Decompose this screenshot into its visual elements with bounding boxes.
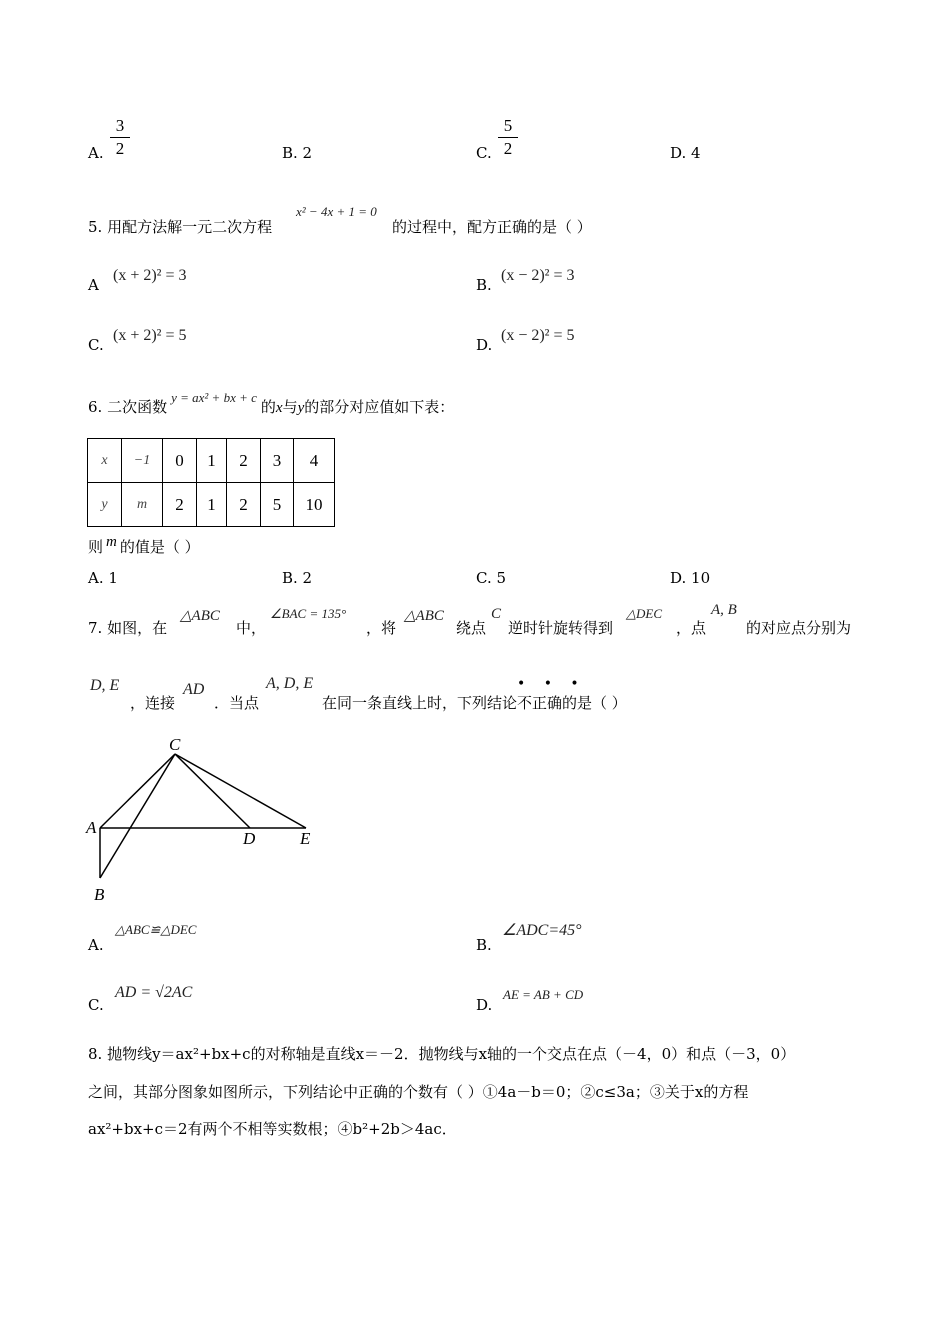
q6-question bbox=[88, 536, 200, 557]
q6-suffix-3: 的部分对应值如下表： bbox=[304, 398, 455, 416]
q7-math-angle: ∠BAC = 135° bbox=[270, 606, 347, 621]
q6-suffix-2: 与 bbox=[282, 398, 298, 416]
q8-line-1: 8. 抛物线y＝ax²+bx+c的对称轴是直线x＝－2．抛物线与x轴的一个交点在点（－4，0）和点（－3，0） bbox=[88, 1045, 796, 1063]
q5-stem-prefix: 5. 用配方法解一元二次方程 bbox=[88, 218, 273, 236]
table-cell: 10 bbox=[294, 483, 335, 527]
table-row-x bbox=[88, 439, 335, 483]
label-e: E bbox=[300, 829, 311, 848]
q7-option-c-label: C. bbox=[88, 996, 104, 1014]
segment-cd bbox=[175, 754, 250, 828]
q7-math-ab: A, B bbox=[711, 602, 737, 618]
q7-emphasis-not-correct: 不正确 bbox=[517, 694, 563, 712]
fraction-bar bbox=[498, 137, 518, 138]
q4-option-b: B. 2 bbox=[282, 144, 313, 162]
table-cell: x bbox=[88, 439, 122, 483]
numerator: 3 bbox=[115, 116, 125, 135]
table-cell: 2 bbox=[227, 439, 261, 483]
table-cell: y bbox=[88, 483, 122, 527]
q7-math-ade: A, D, E bbox=[266, 675, 314, 692]
q7-stem-t6: ，点 bbox=[676, 619, 707, 637]
q5-option-c-label: C. bbox=[88, 336, 104, 354]
table-cell: 0 bbox=[163, 439, 197, 483]
q5-option-d-label: D. bbox=[476, 336, 493, 354]
fraction-bar bbox=[110, 137, 130, 138]
q6-value-table bbox=[87, 438, 335, 527]
q6-var-x: x bbox=[275, 400, 283, 416]
q7-stem-t8: ，连接 bbox=[130, 694, 176, 712]
label-a: A bbox=[86, 818, 97, 837]
q7-option-a-label: A. bbox=[88, 936, 104, 954]
q6-var-y: y bbox=[297, 400, 305, 416]
q6-question-post: 的值是（ ） bbox=[119, 538, 200, 556]
table-cell: 1 bbox=[197, 439, 227, 483]
q7-option-c-expr: AD = √2AC bbox=[115, 984, 193, 1001]
q7-stem-t10-text: 在同一条直线上时，下列结论 bbox=[322, 694, 518, 712]
q7-option-d-label: D. bbox=[476, 996, 493, 1014]
segment-ce bbox=[175, 754, 306, 828]
q7-math-dec: △DEC bbox=[626, 606, 662, 621]
q8-line-3: ax²+bx+c＝2有两个不相等实数根；④b²+2b＞4ac． bbox=[88, 1120, 457, 1138]
q7-math-abc: △ABC bbox=[180, 608, 220, 624]
denominator: 2 bbox=[503, 139, 513, 158]
table-cell: 4 bbox=[294, 439, 335, 483]
q5-option-b-label: B. bbox=[476, 276, 492, 294]
q6-option-d: D. 10 bbox=[670, 569, 711, 587]
numerator: 5 bbox=[503, 116, 513, 135]
q4-option-d: D. 4 bbox=[670, 144, 701, 162]
table-cell: 3 bbox=[261, 439, 294, 483]
q6-option-a: A. 1 bbox=[88, 569, 118, 587]
q5-option-a-label: A bbox=[88, 276, 99, 294]
q4-option-c-fraction bbox=[498, 116, 518, 159]
table-cell: 2 bbox=[227, 483, 261, 527]
q7-option-a-expr: △ABC≌△DEC bbox=[115, 922, 197, 937]
q6-stem bbox=[88, 390, 455, 417]
table-cell: 2 bbox=[163, 483, 197, 527]
q6-question-var: m bbox=[106, 534, 117, 550]
q5-equation: x² − 4x + 1 = 0 bbox=[296, 204, 377, 219]
q7-stem-t4: 绕点 bbox=[456, 619, 487, 637]
table-row-y bbox=[88, 483, 335, 527]
q5-option-b-expr: (x − 2)² = 3 bbox=[501, 267, 575, 284]
q6-function: y = ax² + bx + c bbox=[171, 390, 257, 405]
q7-stem-t12: 的是（ ） bbox=[562, 694, 627, 712]
table-cell: 5 bbox=[261, 483, 294, 527]
label-b: B bbox=[94, 885, 105, 904]
q6-question-pre: 则 bbox=[88, 538, 104, 556]
q8-line-2: 之间，其部分图象如图所示，下列结论中正确的个数有（ ）①4a－b＝0；②c≤3a；③关于x的方程 bbox=[88, 1083, 749, 1101]
q7-option-b-expr: ∠ADC=45° bbox=[502, 922, 582, 939]
q4-option-c-label: C. bbox=[476, 144, 492, 162]
q7-stem-t1: 7. 如图，在 bbox=[88, 619, 168, 637]
q7-stem-t3: ，将 bbox=[366, 619, 397, 637]
q5-stem-suffix: 的过程中，配方正确的是（ ） bbox=[392, 218, 592, 236]
table-cell: 1 bbox=[197, 483, 227, 527]
q6-option-c: C. 5 bbox=[476, 569, 507, 587]
q5-option-a-expr: (x + 2)² = 3 bbox=[113, 267, 187, 284]
q4-option-a-label: A. bbox=[88, 144, 104, 162]
q7-emphasis-dots: • • • bbox=[517, 676, 586, 692]
q5-option-d-expr: (x − 2)² = 5 bbox=[501, 327, 575, 344]
q7-option-d-expr: AE = AB + CD bbox=[503, 987, 584, 1002]
q7-stem-t7: 的对应点分别为 bbox=[746, 619, 852, 637]
q5-option-c-expr: (x + 2)² = 5 bbox=[113, 327, 187, 344]
label-d: D bbox=[243, 829, 256, 848]
denominator: 2 bbox=[115, 139, 125, 158]
q7-stem-t10 bbox=[322, 692, 627, 713]
q6-prefix: 6. 二次函数 bbox=[88, 398, 168, 416]
q7-math-ad: AD bbox=[183, 681, 205, 698]
q7-stem-t5: 逆时针旋转得到 bbox=[508, 619, 614, 637]
q7-math-de: D, E bbox=[90, 677, 120, 694]
q4-option-a-fraction bbox=[110, 116, 130, 159]
table-cell: m bbox=[122, 483, 163, 527]
q7-stem-t2: 中， bbox=[236, 619, 267, 637]
table-cell: −1 bbox=[122, 439, 163, 483]
q6-suffix-1: 的 bbox=[260, 398, 276, 416]
q7-math-abc-2: △ABC bbox=[404, 608, 444, 624]
q7-option-b-label: B. bbox=[476, 936, 492, 954]
label-c: C bbox=[169, 735, 181, 754]
q6-option-b: B. 2 bbox=[282, 569, 313, 587]
q7-triangle-figure bbox=[80, 730, 340, 910]
q7-math-c: C bbox=[491, 606, 502, 622]
q7-stem-t9: ．当点 bbox=[214, 694, 260, 712]
